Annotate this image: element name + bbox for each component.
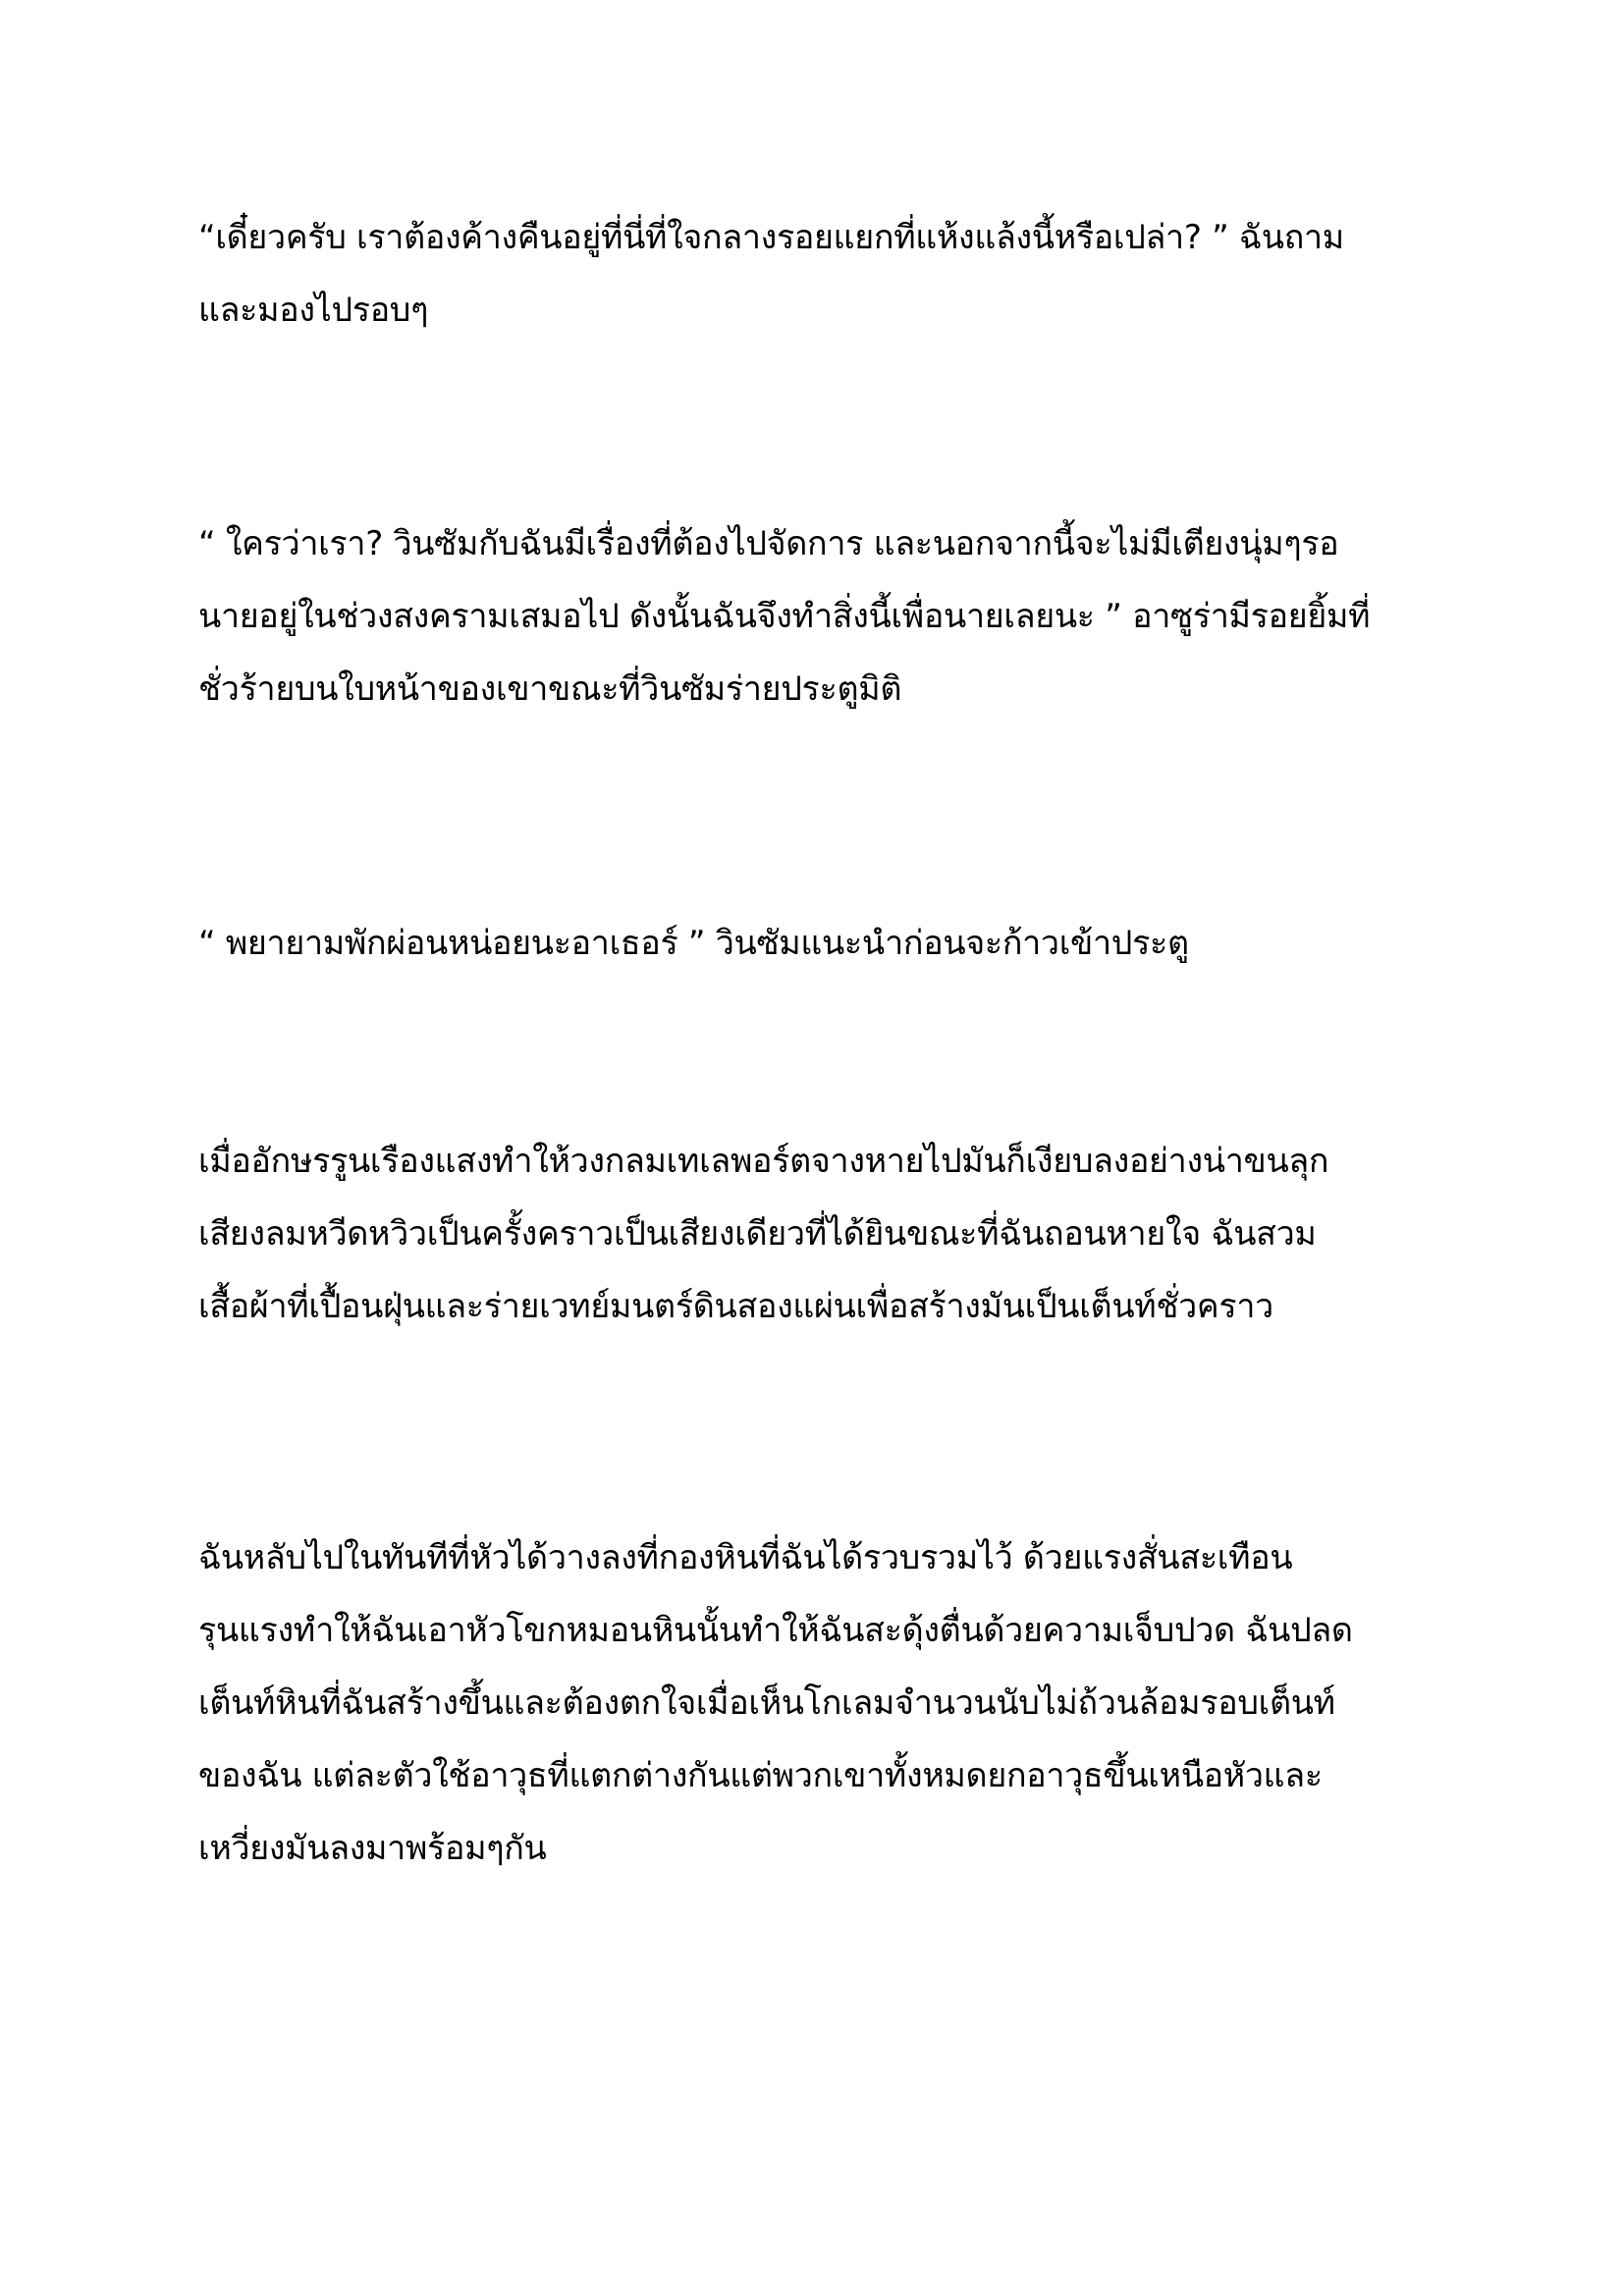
paragraph-line: และมองไปรอบๆ — [198, 291, 429, 330]
paragraph-line: เสื้อผ้าที่เปื้อนฝุ่นและร่ายเวทย์มนตร์ดินสองแผ่นเพื่อสร้างมันเป็นเต็นท์ชั่วคราว — [198, 1287, 1273, 1326]
paragraph-line: “เดี๋ยวครับ เราต้องค้างคืนอยู่ที่นี่ที่ใจกลางรอยแยกที่แห้งแล้งนี้หรือเปล่า? ” ฉันถาม — [198, 218, 1344, 257]
paragraph-line: ชั่วร้ายบนใบหน้าของเขาขณะที่วินซัมร่ายประตูมิติ — [198, 669, 902, 709]
paragraph-1 — [198, 201, 1465, 347]
paragraph-line: เสียงลมหวีดหวิวเป็นครั้งคราวเป็นเสียงเดียวที่ได้ยินขณะที่ฉันถอนหายใจ ฉันสวม — [198, 1214, 1317, 1254]
paragraph-line: เต็นท์หินที่ฉันสร้างขึ้นและต้องตกใจเมื่อเห็นโกเลมจำนวนนับไม่ถ้วนล้อมรอบเต็นท์ — [198, 1683, 1335, 1723]
paragraph-line: ของฉัน แต่ละตัวใช้อาวุธที่แตกต่างกันแต่พวกเขาทั้งหมดยกอาวุธขึ้นเหนือหัวและ — [198, 1756, 1323, 1795]
paragraph-line: เหวี่ยงมันลงมาพร้อมๆกัน — [198, 1829, 547, 1868]
paragraph-5 — [198, 1522, 1465, 1885]
paragraph-line: “ ใครว่าเรา? วินซัมกับฉันมีเรื่องที่ต้องไปจัดการ และนอกจากนี้จะไม่มีเตียงนุ่มๆรอ — [198, 524, 1339, 563]
paragraph-line: “ พยายามพักผ่อนหน่อยนะอาเธอร์ ” วินซัมแนะนำก่อนจะก้าวเข้าประตู — [198, 924, 1189, 963]
paragraph-line: รุนแรงทำให้ฉันเอาหัวโขกหมอนหินนั้นทำให้ฉันสะดุ้งตื่นด้วยความเจ็บปวด ฉันปลด — [198, 1611, 1353, 1650]
paragraph-3 — [198, 907, 1465, 980]
paragraph-2 — [198, 507, 1465, 725]
paragraph-line: นายอยู่ในช่วงสงครามเสมอไป ดังนั้นฉันจึงทำสิ่งนี้เพื่อนายเลยนะ ” อาซูร่ามีรอยยิ้มที่ — [198, 597, 1371, 636]
paragraph-4 — [198, 1125, 1465, 1343]
paragraph-line: ฉันหลับไปในทันทีที่หัวได้วางลงที่กองหินที่ฉันได้รวบรวมไว้ ด้วยแรงสั่นสะเทือน — [198, 1538, 1293, 1577]
paragraph-line: เมื่ออักษรรูนเรืองแสงทำให้วงกลมเทเลพอร์ตจางหายไปมันก็เงียบลงอย่างน่าขนลุก — [198, 1142, 1329, 1181]
